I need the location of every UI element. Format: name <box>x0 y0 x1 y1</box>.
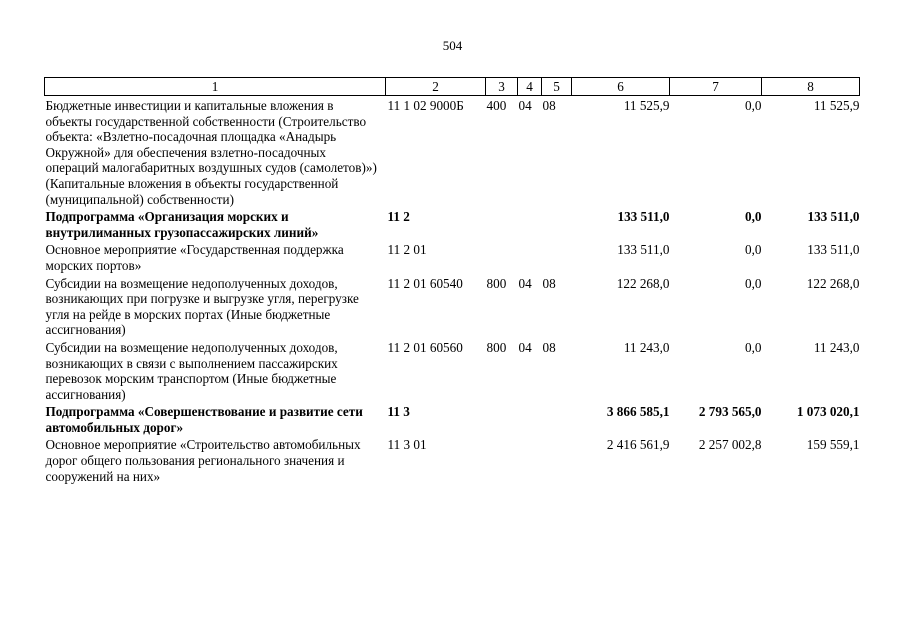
row-name: Субсидии на возмещение недополученных доходов, возникающих в связи с выполнением пассажирских перевозок морским транспортом (Иные бюджетные ассигнования) <box>45 339 338 402</box>
row-col3 <box>486 402 518 435</box>
column-header-6: 6 <box>572 78 670 96</box>
row-col4: 04 <box>518 339 532 355</box>
table-row <box>45 402 860 435</box>
column-header-3: 3 <box>486 78 518 96</box>
table-row <box>45 240 860 273</box>
row-col8: 11 243,0 <box>813 339 860 355</box>
row-col7: 2 793 565,0 <box>698 404 762 420</box>
page-number: 504 <box>442 38 463 53</box>
row-col6: 122 268,0 <box>616 275 670 291</box>
row-col8: 133 511,0 <box>807 209 860 225</box>
row-col4 <box>518 207 542 240</box>
row-col3 <box>486 240 518 273</box>
row-col3 <box>486 207 518 240</box>
table-row <box>45 338 860 402</box>
row-col5 <box>542 240 572 273</box>
row-col5 <box>542 402 572 435</box>
row-col3: 800 <box>486 275 507 291</box>
row-col3: 400 <box>486 98 507 113</box>
budget-table <box>44 77 860 484</box>
row-name: Подпрограмма «Совершенствование и развитие сети автомобильных дорог» <box>45 404 363 435</box>
row-col8: 11 525,9 <box>813 98 860 113</box>
row-code: 11 2 01 60540 <box>387 275 463 291</box>
row-col4: 04 <box>518 98 532 113</box>
row-code: 11 3 01 <box>387 437 427 453</box>
row-col4 <box>518 402 542 435</box>
column-header-1: 1 <box>45 78 386 96</box>
row-name: Бюджетные инвестиции и капитальные вложения в объекты государственной собственности (Строительство объекта: «Взлетно-посадочная площадка «Анадырь Окружной» для обеспечения взлетно-посадочных операций малогабаритных воздушных судов (самолетов)») (Капитальные вложения в объекты государственной (муниципальной) собственности) <box>45 98 377 207</box>
row-col4 <box>518 240 542 273</box>
row-name: Подпрограмма «Организация морских и внутрилиманных грузопассажирских линий» <box>45 209 319 240</box>
row-col7: 0,0 <box>745 339 762 355</box>
row-col4: 04 <box>518 275 532 291</box>
row-col6: 2 416 561,9 <box>606 437 670 453</box>
row-col4 <box>518 435 542 484</box>
column-header-7: 7 <box>670 78 762 96</box>
row-code: 11 2 <box>387 209 410 225</box>
row-name: Субсидии на возмещение недополученных доходов, возникающих при погрузке и выгрузке угля, перегрузке угля на рейде в морских портах (Иные бюджетные ассигнования) <box>45 275 359 338</box>
row-name: Основное мероприятие «Государственная поддержка морских портов» <box>45 242 344 273</box>
row-code: 11 1 02 9000Б <box>387 98 464 113</box>
column-header-2: 2 <box>386 78 486 96</box>
row-col7: 0,0 <box>745 209 762 225</box>
row-col5: 08 <box>542 275 556 291</box>
row-col6: 133 511,0 <box>617 242 670 258</box>
row-col7: 2 257 002,8 <box>698 437 762 453</box>
column-header-4: 4 <box>518 78 542 96</box>
table-row <box>45 435 860 484</box>
column-header-5: 5 <box>542 78 572 96</box>
row-col5 <box>542 435 572 484</box>
row-col3 <box>486 435 518 484</box>
table-row <box>45 274 860 338</box>
row-col8: 133 511,0 <box>807 242 860 258</box>
row-name: Основное мероприятие «Строительство автомобильных дорог общего пользования регионального значения и сооружений на них» <box>45 437 361 484</box>
table-row <box>45 207 860 240</box>
row-col5: 08 <box>542 339 556 355</box>
row-col8: 1 073 020,1 <box>796 404 860 420</box>
row-col5 <box>542 207 572 240</box>
row-col6: 133 511,0 <box>617 209 670 225</box>
row-col8: 159 559,1 <box>806 437 860 453</box>
row-col8: 122 268,0 <box>806 275 860 291</box>
column-header-8: 8 <box>762 78 860 96</box>
table-body <box>45 96 860 485</box>
row-col3: 800 <box>486 339 507 355</box>
table-header <box>45 78 860 96</box>
table-row <box>45 96 860 208</box>
row-col6: 3 866 585,1 <box>606 404 670 420</box>
row-code: 11 3 <box>387 404 410 420</box>
row-col7: 0,0 <box>745 98 762 113</box>
row-col7: 0,0 <box>745 242 762 258</box>
row-col7: 0,0 <box>745 275 762 291</box>
row-col5: 08 <box>542 98 556 113</box>
row-code: 11 2 01 <box>387 242 427 258</box>
row-col6: 11 243,0 <box>623 339 670 355</box>
row-code: 11 2 01 60560 <box>387 339 463 355</box>
row-col6: 11 525,9 <box>623 98 670 113</box>
